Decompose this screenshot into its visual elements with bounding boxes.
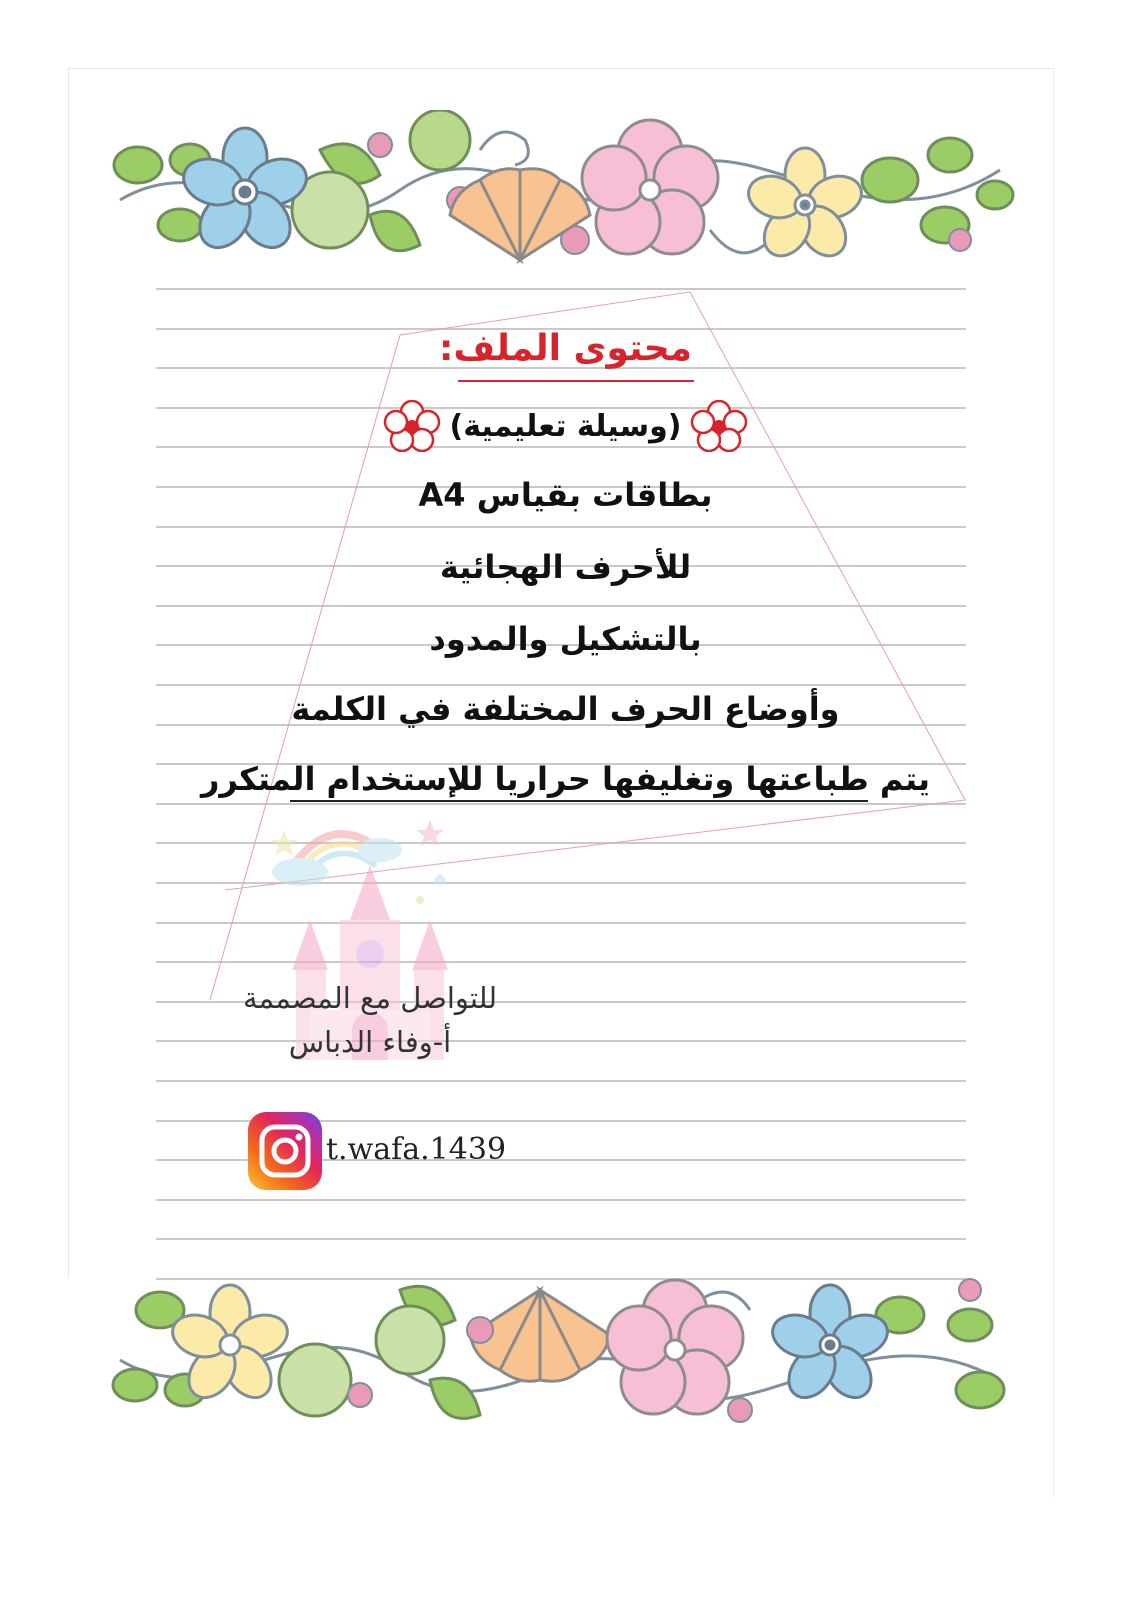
content-line-1: بطاقات بقياس A4 bbox=[418, 476, 713, 514]
content-line-5-underline bbox=[290, 800, 868, 802]
instagram-icon[interactable] bbox=[248, 1112, 322, 1190]
document-title: محتوى الملف: bbox=[439, 328, 692, 369]
title-underline bbox=[458, 380, 694, 382]
contact-line-2: أ-وفاء الدباس bbox=[288, 1025, 452, 1059]
content-line-3: بالتشكيل والمدود bbox=[429, 620, 702, 658]
red-flower-icon bbox=[382, 400, 442, 452]
red-flower-icon bbox=[689, 400, 749, 452]
instagram-handle[interactable]: t.wafa.1439 bbox=[326, 1132, 507, 1167]
content-line-2: للأحرف الهجائية bbox=[439, 548, 692, 586]
contact-block bbox=[210, 976, 530, 1064]
document-subtitle: (وسيلة تعليمية) bbox=[449, 408, 682, 444]
floral-border-bottom bbox=[100, 1270, 1020, 1440]
contact-line-1: للتواصل مع المصممة bbox=[242, 981, 498, 1015]
content-line-5: يتم طباعتها وتغليفها حراريا للإستخدام المتكرر bbox=[200, 760, 931, 798]
content-line-4: وأوضاع الحرف المختلفة في الكلمة bbox=[291, 690, 840, 728]
subtitle-row bbox=[0, 400, 1131, 452]
